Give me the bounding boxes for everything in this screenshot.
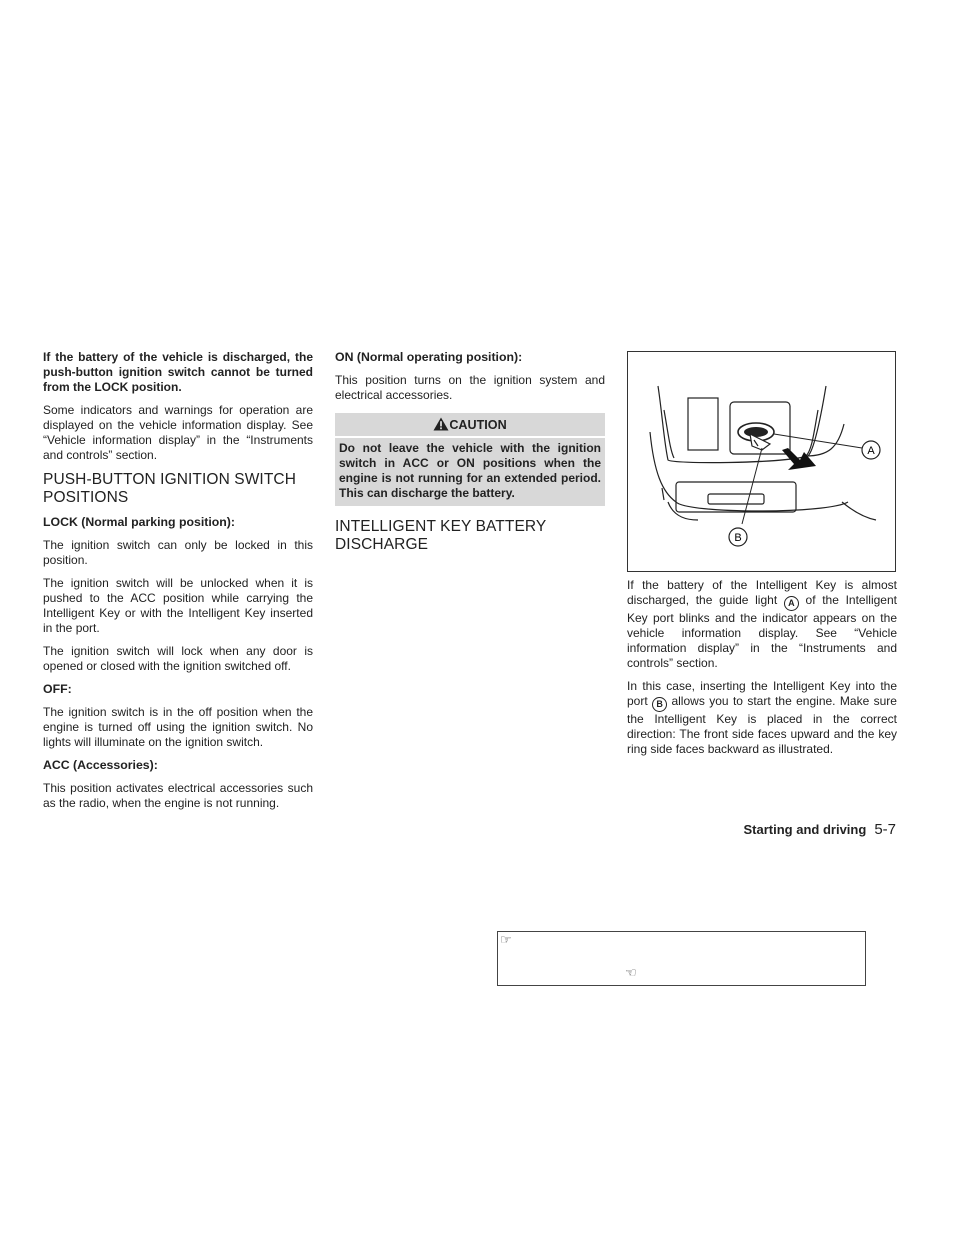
- footer-section-title: Starting and driving: [743, 822, 867, 837]
- right-column: [627, 578, 897, 765]
- note-box: [497, 931, 866, 986]
- lock-paragraph-3: The ignition switch will lock when any door is opened or closed with the ignition switched off.: [43, 644, 313, 673]
- warning-triangle-icon: [433, 417, 449, 431]
- p1-text-before: If the battery of the Intelligent Key is almost discharged, the guide light: [627, 578, 897, 607]
- lock-paragraph-2: The ignition switch will be unlocked when it is pushed to the ACC position while carrying the Intelligent Key or with the Intelligent Key inserted in the port.: [43, 576, 313, 635]
- page-number: 5-7: [874, 821, 896, 838]
- ignition-port-illustration: [627, 351, 896, 572]
- on-paragraph: This position turns on the ignition system and electrical accessories.: [335, 373, 605, 402]
- section-heading-ignition-positions: PUSH-BUTTON IGNITION SWITCH POSITIONS: [43, 471, 296, 506]
- page-footer: [700, 821, 896, 838]
- callout-a-label: A: [867, 445, 875, 457]
- key-battery-paragraph-1: [627, 578, 897, 671]
- illustration-drawing: [628, 352, 895, 571]
- callout-a: [862, 441, 880, 459]
- caution-box: [335, 413, 605, 506]
- callout-b: [729, 528, 747, 546]
- pointing-hand-icon: ☞: [500, 932, 512, 947]
- key-battery-paragraph-2: [627, 679, 897, 757]
- battery-warning-text: If the battery of the vehicle is discharged, the push-button ignition switch cannot be turned from the LOCK position.: [43, 350, 313, 394]
- acc-paragraph: This position activates electrical accessories such as the radio, when the engine is not running.: [43, 781, 313, 810]
- lock-subheading: LOCK (Normal parking position):: [43, 515, 235, 529]
- off-paragraph: The ignition switch is in the off position when the engine is turned off using the ignition switch. No lights will illuminate on the ignition switch.: [43, 705, 313, 749]
- on-subheading: ON (Normal operating position):: [335, 350, 523, 364]
- left-column: [43, 350, 313, 819]
- pointing-hand-outline-icon: ☜: [625, 965, 637, 980]
- p2-text-after: allows you to start the engine. Make sure the Intelligent Key is placed in the correct direction: The front side faces upward and the key ring side faces backward as illustrated.: [627, 694, 897, 756]
- middle-column: [335, 350, 605, 562]
- indicators-paragraph: Some indicators and warnings for operation are displayed on the vehicle information display. See “Vehicle information display” in the “Instruments and controls” section.: [43, 403, 313, 462]
- marker-b: B: [652, 697, 667, 712]
- off-subheading: OFF:: [43, 682, 72, 696]
- lock-paragraph-1: The ignition switch can only be locked in this position.: [43, 538, 313, 567]
- caution-text: Do not leave the vehicle with the ignition switch in ACC or ON positions when the engine is not running for an extended period. This can discharge the battery.: [339, 441, 601, 500]
- marker-a: A: [784, 596, 799, 611]
- p1-text-after: of the Intelligent Key port blinks and the indicator appears on the vehicle information display. See “Vehicle information display” in the “Instruments and controls” section.: [627, 593, 897, 670]
- p2-text-before: In this case, inserting the Intelligent Key into the port: [627, 679, 897, 708]
- caution-label: CAUTION: [449, 418, 507, 432]
- acc-subheading: ACC (Accessories):: [43, 758, 158, 772]
- caution-title: [335, 413, 605, 438]
- callout-b-label: B: [734, 532, 742, 544]
- section-heading-key-battery: INTELLIGENT KEY BATTERY DISCHARGE: [335, 518, 547, 553]
